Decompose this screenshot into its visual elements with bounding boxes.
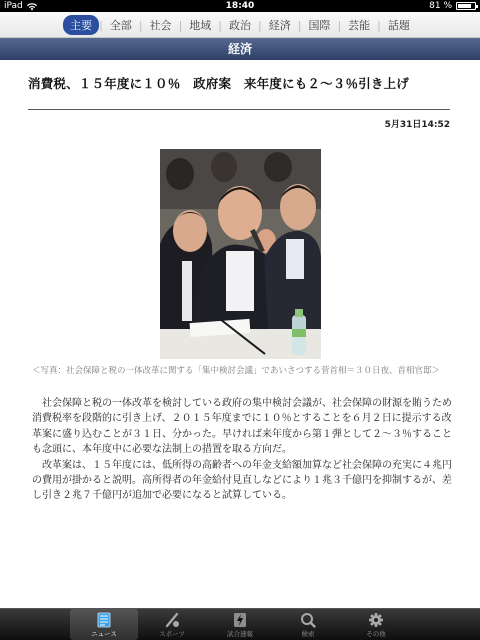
article-paragraph: 社会保障と税の一体改革を検討している政府の集中検討会議が、社会保障の財源を賄うため消費税率を段階的に引き上げ、２０１５年度までに１０％とすることを６月２日に提示する改革案に盛り込むことが３１日、分かった。早ければ来年度から第１弾として２～３％することも念頭に、本年度中に必要な法制上の措置を取る方向だ。 — [32, 398, 452, 456]
sports-icon — [163, 612, 181, 628]
category-tab-politics[interactable]: 政治 — [229, 19, 251, 32]
headline-divider — [28, 109, 450, 110]
category-separator: | — [337, 18, 342, 32]
tab-sports[interactable] — [138, 609, 206, 640]
category-separator: | — [218, 18, 222, 32]
tab-news[interactable] — [70, 609, 138, 640]
tab-label: 試合速報 — [227, 630, 253, 638]
tab-label: 検索 — [301, 630, 315, 638]
photo-illustration — [160, 149, 321, 359]
flash-icon — [231, 612, 249, 628]
category-tab-international[interactable]: 国際 — [308, 19, 331, 32]
category-separator: | — [258, 18, 262, 32]
search-icon — [299, 612, 317, 628]
tab-live-scores[interactable] — [206, 609, 274, 640]
article — [0, 60, 480, 608]
tab-label: ニュース — [91, 630, 117, 638]
clock: 18:40 — [225, 1, 255, 11]
category-separator: | — [138, 18, 143, 32]
tab-other[interactable] — [342, 609, 410, 640]
tab-label: スポーツ — [159, 630, 185, 638]
category-tab-economy[interactable]: 経済 — [268, 19, 291, 32]
photo-caption: ＜写真：社会保障と税の一体改革に関する「集中検討会議」であいさつする菅首相＝３０日夜、首相官邸＞ — [32, 366, 441, 376]
category-separator: | — [178, 18, 183, 32]
category-tab-all[interactable]: 全部 — [109, 19, 132, 32]
tab-label: その他 — [366, 630, 386, 638]
bottom-tab-bar — [0, 608, 480, 640]
category-separator: | — [297, 18, 302, 32]
category-tab-topics[interactable]: 話題 — [387, 19, 410, 32]
battery-icon — [456, 2, 476, 10]
article-body — [32, 396, 452, 504]
category-separator: | — [377, 18, 381, 32]
category-bar — [0, 12, 480, 38]
category-tab-region[interactable]: 地域 — [189, 19, 212, 32]
gear-icon — [367, 612, 385, 628]
tab-search[interactable] — [274, 609, 342, 640]
section-title: 経済 — [0, 38, 480, 60]
category-tab-main[interactable]: 主要 — [63, 15, 99, 35]
category-separator: | — [99, 18, 103, 32]
category-tab-entertainment[interactable]: 芸能 — [348, 19, 371, 32]
article-date: 5月31日14:52 — [384, 120, 450, 130]
category-tab-society[interactable]: 社会 — [149, 19, 172, 32]
battery-percent: 81 % — [429, 1, 452, 11]
article-headline: 消費税、１５年度に１０％ 政府案 来年度にも２～３％引き上げ — [28, 76, 410, 91]
news-icon — [95, 612, 113, 628]
device-name: iPad — [4, 1, 23, 11]
article-paragraph: 改革案は、１５年度には、低所得の高齢者への年金支給額加算など社会保障の充実に４兆円の費用が掛かると説明。高所得者の年金給付見直しなどにより１兆３千億円を抑制するが、差し引き２兆７千億円が追加で必要になると試算している。 — [32, 459, 452, 502]
article-photo[interactable] — [160, 149, 321, 359]
status-bar — [0, 0, 480, 12]
